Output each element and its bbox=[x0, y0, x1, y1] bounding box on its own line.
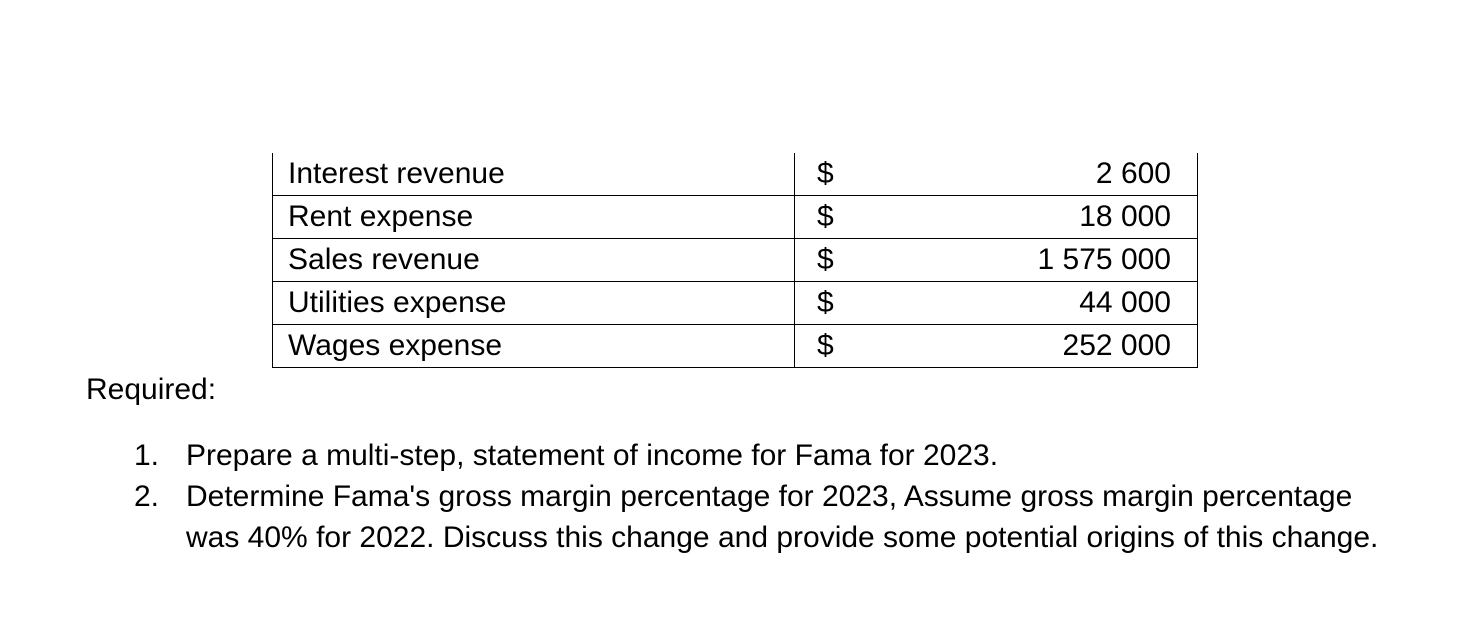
account-amount: 252 000 bbox=[947, 325, 1198, 368]
list-item bbox=[134, 476, 1394, 558]
account-amount: 18 000 bbox=[947, 196, 1198, 239]
accounts-table bbox=[272, 153, 1198, 368]
currency-symbol: $ bbox=[795, 239, 948, 282]
table-row bbox=[273, 239, 1198, 282]
account-name: Utilities expense bbox=[273, 282, 795, 325]
table-row bbox=[273, 153, 1198, 196]
account-amount: 1 575 000 bbox=[947, 239, 1198, 282]
account-name: Interest revenue bbox=[273, 153, 795, 196]
currency-symbol: $ bbox=[795, 153, 948, 196]
table-row bbox=[273, 282, 1198, 325]
required-heading: Required: bbox=[86, 373, 217, 406]
list-item bbox=[134, 435, 1394, 476]
currency-symbol: $ bbox=[795, 325, 948, 368]
currency-symbol: $ bbox=[795, 196, 948, 239]
account-name: Sales revenue bbox=[273, 239, 795, 282]
requirements-list bbox=[134, 435, 1394, 558]
list-item-text: Prepare a multi-step, statement of income for Fama for 2023. bbox=[186, 439, 999, 472]
table-row bbox=[273, 196, 1198, 239]
list-item-number: 1. bbox=[134, 439, 160, 472]
account-name: Wages expense bbox=[273, 325, 795, 368]
account-amount: 2 600 bbox=[947, 153, 1198, 196]
list-item-number: 2. bbox=[134, 480, 160, 513]
list-item-text: Determine Fama's gross margin percentage for 2023, Assume gross margin percentage was 40% for 2022. Discuss this change and provide some potential origins of this change. bbox=[186, 480, 1379, 554]
table-row bbox=[273, 325, 1198, 368]
account-name: Rent expense bbox=[273, 196, 795, 239]
currency-symbol: $ bbox=[795, 282, 948, 325]
account-amount: 44 000 bbox=[947, 282, 1198, 325]
